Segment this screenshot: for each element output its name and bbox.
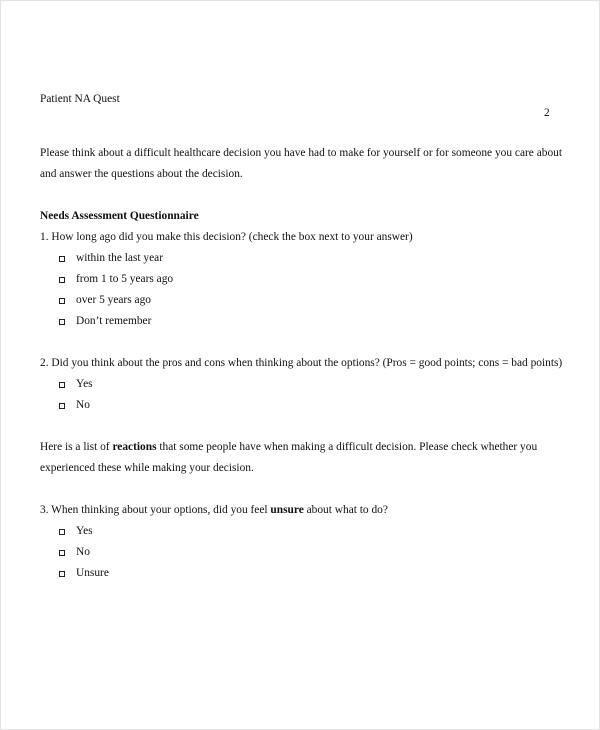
- checkbox-icon[interactable]: [59, 256, 65, 262]
- document-body: [40, 143, 570, 584]
- option-label: within the last year: [76, 252, 163, 264]
- reactions-paragraph: [40, 437, 570, 479]
- checkbox-icon[interactable]: [59, 571, 65, 577]
- checkbox-icon[interactable]: [59, 298, 65, 304]
- option-label: over 5 years ago: [76, 294, 151, 306]
- question-1-text: 1. How long ago did you make this decision? (check the box next to your answer): [40, 231, 413, 243]
- question-3-options: [40, 521, 570, 584]
- checkbox-icon[interactable]: [59, 277, 65, 283]
- reactions-text-before: Here is a list of: [40, 441, 113, 453]
- option-item[interactable]: [40, 290, 570, 311]
- option-label: Yes: [76, 525, 93, 537]
- reactions-text-after: that some people have when making a difficult decision. Please check whether you experienced these while making your decision.: [40, 441, 538, 474]
- intro-paragraph: Please think about a difficult healthcare decision you have had to make for yourself or for someone you care about and answer the questions about the decision.: [40, 147, 563, 180]
- checkbox-icon[interactable]: [59, 319, 65, 325]
- question-3-bold-word: unsure: [270, 504, 304, 516]
- option-item[interactable]: [40, 311, 570, 332]
- checkbox-icon[interactable]: [59, 382, 65, 388]
- option-label: No: [76, 546, 90, 558]
- question-3-text: [40, 500, 570, 521]
- option-item[interactable]: [40, 542, 570, 563]
- running-header-title: Patient NA Quest: [40, 93, 120, 105]
- option-label: from 1 to 5 years ago: [76, 273, 174, 285]
- section-heading: Needs Assessment Questionnaire: [40, 210, 199, 222]
- option-item[interactable]: [40, 374, 570, 395]
- question-2-text: 2. Did you think about the pros and cons when thinking about the options? (Pros = good points; cons = bad points): [40, 357, 563, 369]
- option-item[interactable]: [40, 269, 570, 290]
- checkbox-icon[interactable]: [59, 529, 65, 535]
- option-label: Yes: [76, 378, 93, 390]
- option-item[interactable]: [40, 395, 570, 416]
- checkbox-icon[interactable]: [59, 403, 65, 409]
- checkbox-icon[interactable]: [59, 550, 65, 556]
- option-label: No: [76, 399, 90, 411]
- option-item[interactable]: [40, 563, 570, 584]
- option-item[interactable]: [40, 248, 570, 269]
- option-label: Unsure: [76, 567, 109, 579]
- page-number: 2: [544, 107, 550, 119]
- option-label: Don’t remember: [76, 315, 152, 327]
- question-1-options: [40, 248, 570, 332]
- option-item[interactable]: [40, 521, 570, 542]
- question-2-options: [40, 374, 570, 416]
- question-3-text-before: 3. When thinking about your options, did you feel: [40, 504, 271, 516]
- reactions-bold-word: reactions: [112, 441, 157, 453]
- question-3-text-after: about what to do?: [303, 504, 388, 516]
